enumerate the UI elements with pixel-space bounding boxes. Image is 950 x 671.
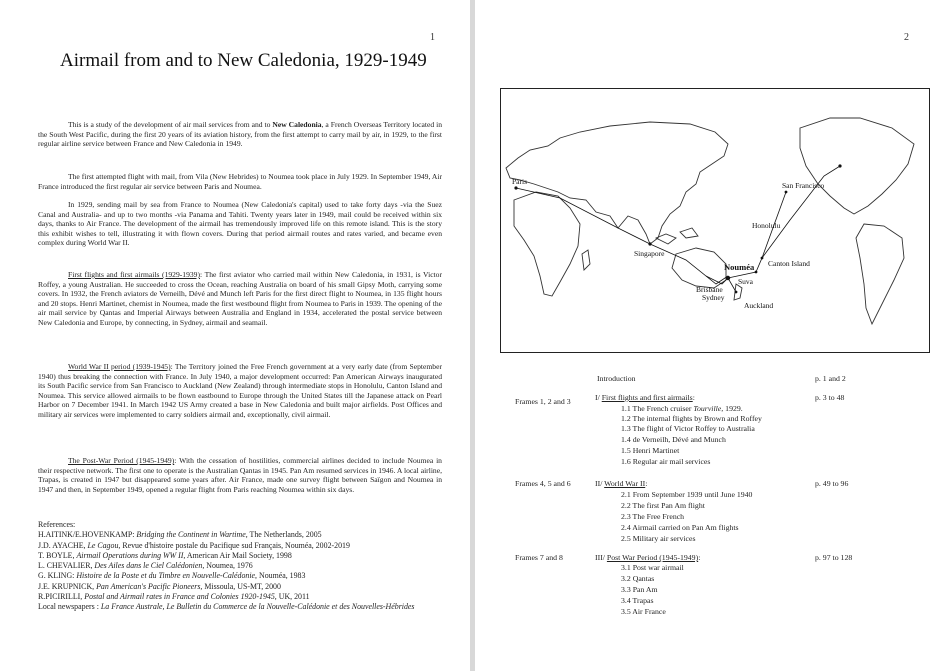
toc-item: 2.5 Military air services — [621, 534, 696, 543]
page-number: 2 — [904, 32, 909, 43]
left-page — [0, 0, 470, 671]
toc-section-pages: p. 49 to 96 — [815, 479, 849, 488]
map-label-sydney: Sydney — [702, 293, 725, 302]
toc-item: 2.4 Airmail carried on Pan Am flights — [621, 523, 739, 532]
background-paragraph: In 1929, sending mail by sea from France to Noumea (New Caledonia's capital) used to take forty days -via the Suez Canal and Australia- and up to two months -via Panama and Tahiti. Twenty years later in 1949, mail could be received within six days, thanks to Air France. The development of the airmail has tremendously improved life on this remote island. This is the story this exhibit wishes to tell, illustrating it with flown covers. During that period airmail routes and rates varied, and became even complex during World War II. — [38, 200, 442, 248]
section-heading: First flights and first airmails (1929-1939) — [68, 270, 201, 279]
toc-section-heading: I/ First flights and first airmails: — [595, 393, 695, 402]
toc-section-pages: p. 3 to 48 — [815, 393, 845, 402]
toc-item: 3.1 Post war airmail — [621, 563, 684, 572]
toc-item: 1.3 The flight of Victor Roffey to Australia — [621, 424, 755, 433]
reference-item: J.D. AYACHE, Le Cagou, Revue d'histoire postale du Pacifique sud Français, Nouméa, 2002-2019 — [38, 540, 350, 550]
toc-introduction: Introduction — [597, 374, 636, 383]
map-label-noumea: Nouméa — [724, 262, 755, 272]
references — [38, 520, 448, 613]
section-world-war: World War II period (1939-1945): The Territory joined the Free French government at a very early date (from September 1940) thus breaking the connection with France. In July 1940, a major development occurred: Pan American Airways inaugurated its South Pacific service from San Francisco to Auckland (New Zealand) through intermediate stops in Honolulu, Canton Island and Noumea. This service allowed airmails to be flown eastbound to Europe through the United States till the Japanese attack on Pearl Harbor on 7 December 1941. In March 1942 US Army created a base in New Caledonia and built major airfields. Post Offices and military air services were implemented to carry soldiers airmail and, exceptionally, civil airmail. — [38, 362, 442, 419]
toc-item: 3.5 Air France — [621, 607, 666, 616]
toc-item: 2.3 The Free French — [621, 512, 685, 521]
map-label-singapore: Singapore — [634, 249, 665, 258]
reference-item: T. BOYLE, Airmail Operations during WW II, American Air Mail Society, 1998 — [38, 550, 292, 560]
toc-frames-label: Frames 1, 2 and 3 — [515, 397, 571, 406]
section-first-flights: First flights and first airmails (1929-1939): The first aviator who carried mail within New Caledonia, in 1931, is Victor Roffey, a young Australian. He succeeded to cross the Ocean, reaching Australia on board of his small Gipsy Moth, carrying some covers. In 1932, the French aviators de Verneilh, Dévé and Munch left Paris for the first direct flight to Noumea, in 135 flight hours and 20 stops. Henri Martinet, chemist in Noumea, made the first westbound flight from Noumea to Paris in 1939. The opening of the air mail service by Qantas and Imperial Airways between Australia and England in 1934, accelerated the postal service between New Caledonia and Europe, by connecting, in Sydney, airmail and seamail. — [38, 270, 442, 327]
map-label-auckland: Auckland — [744, 301, 774, 310]
intro-paragraph: This is a study of the development of air mail services from and to New Caledonia, a French Overseas Territory located in the South West Pacific, during the first 20 years of its aviation history, from the first attempt to carry mail by air, in 1929, to the first regular airline service between France and New Caledonia in 1949. — [38, 120, 443, 149]
map-label-brisbane: Brisbane — [696, 285, 723, 294]
toc-frames-label: Frames 7 and 8 — [515, 553, 563, 562]
toc-introduction-pages: p. 1 and 2 — [815, 374, 846, 383]
map-label-paris: Paris — [512, 177, 527, 186]
toc-item: 3.2 Qantas — [621, 574, 655, 583]
references-heading: References: — [38, 520, 76, 529]
first-attempt-paragraph: The first attempted flight with mail, from Vila (New Hebrides) to Noumea took place in July 1929. In September 1949, Air France introduced the first regular air service between Paris and Noumea. — [38, 172, 442, 191]
toc-section-heading: II/ World War II: — [595, 479, 648, 488]
toc-item: 1.6 Regular air mail services — [621, 457, 711, 466]
reference-item: Local newspapers : La France Australe, Le Bulletin du Commerce de la Nouvelle-Calédonie et des Nouvelles-Hébrides — [38, 602, 415, 612]
toc-item: 1.5 Henri Martinet — [621, 446, 680, 455]
toc-item: 3.3 Pan Am — [621, 585, 658, 594]
toc-item: 1.4 de Verneilh, Dévé and Munch — [621, 435, 726, 444]
reference-item: R.PICIRILLI, Postal and Airmail rates in France and Colonies 1920-1945, UK, 2011 — [38, 592, 310, 602]
toc-section-pages: p. 97 to 128 — [815, 553, 853, 562]
page-number: 1 — [430, 32, 435, 43]
toc-item: 3.4 Trapas — [621, 596, 654, 605]
map-label-canton-island: Canton Island — [768, 259, 810, 268]
toc-section-heading: III/ Post War Period (1945-1949): — [595, 553, 701, 562]
map-label-suva: Suva — [738, 277, 753, 286]
map-label-honolulu: Honolulu — [752, 221, 781, 230]
reference-item: L. CHEVALIER, Des Ailes dans le Ciel Calédonien, Noumea, 1976 — [38, 561, 253, 571]
reference-item: J.E. KRUPNICK, Pan American's Pacific Pioneers, Missoula, US-MT, 2000 — [38, 581, 281, 591]
section-heading: World War II period (1939-1945) — [68, 362, 171, 371]
reference-item: G. KLING: Histoire de la Poste et du Timbre en Nouvelle-Calédonie, Nouméa, 1983 — [38, 571, 306, 581]
toc-frames-label: Frames 4, 5 and 6 — [515, 479, 571, 488]
page-title: Airmail from and to New Caledonia, 1929-1949 — [60, 50, 427, 71]
right-page — [475, 0, 950, 671]
section-heading: The Post-War Period (1945-1949) — [68, 456, 175, 465]
toc-item: 2.1 From September 1939 until June 1940 — [621, 490, 753, 499]
map-label-san-francisco: San Francisco — [782, 181, 825, 190]
route-map — [500, 88, 930, 353]
reference-item: H.AITINK/E.HOVENKAMP: Bridging the Continent in Wartime, The Netherlands, 2005 — [38, 530, 322, 540]
toc-item: 1.1 The French cruiser Tourville, 1929. — [621, 404, 743, 413]
toc-item: 2.2 The first Pan Am flight — [621, 501, 705, 510]
toc-item: 1.2 The internal flights by Brown and Roffey — [621, 414, 762, 423]
section-post-war: The Post-War Period (1945-1949): With the cessation of hostilities, commercial airlines decided to include Noumea in their respective network. The first one to operate is the Australian Qantas in 1945. Pan Am resumed services in 1946. A local airline, Trapas, is created in 1947 but disappeared some years after. Air France, made one survey flight between Saïgon and Noumea in 1947 and then, in September 1949, opened a regular flight from Paris reaching Noumea within six days. — [38, 456, 442, 494]
